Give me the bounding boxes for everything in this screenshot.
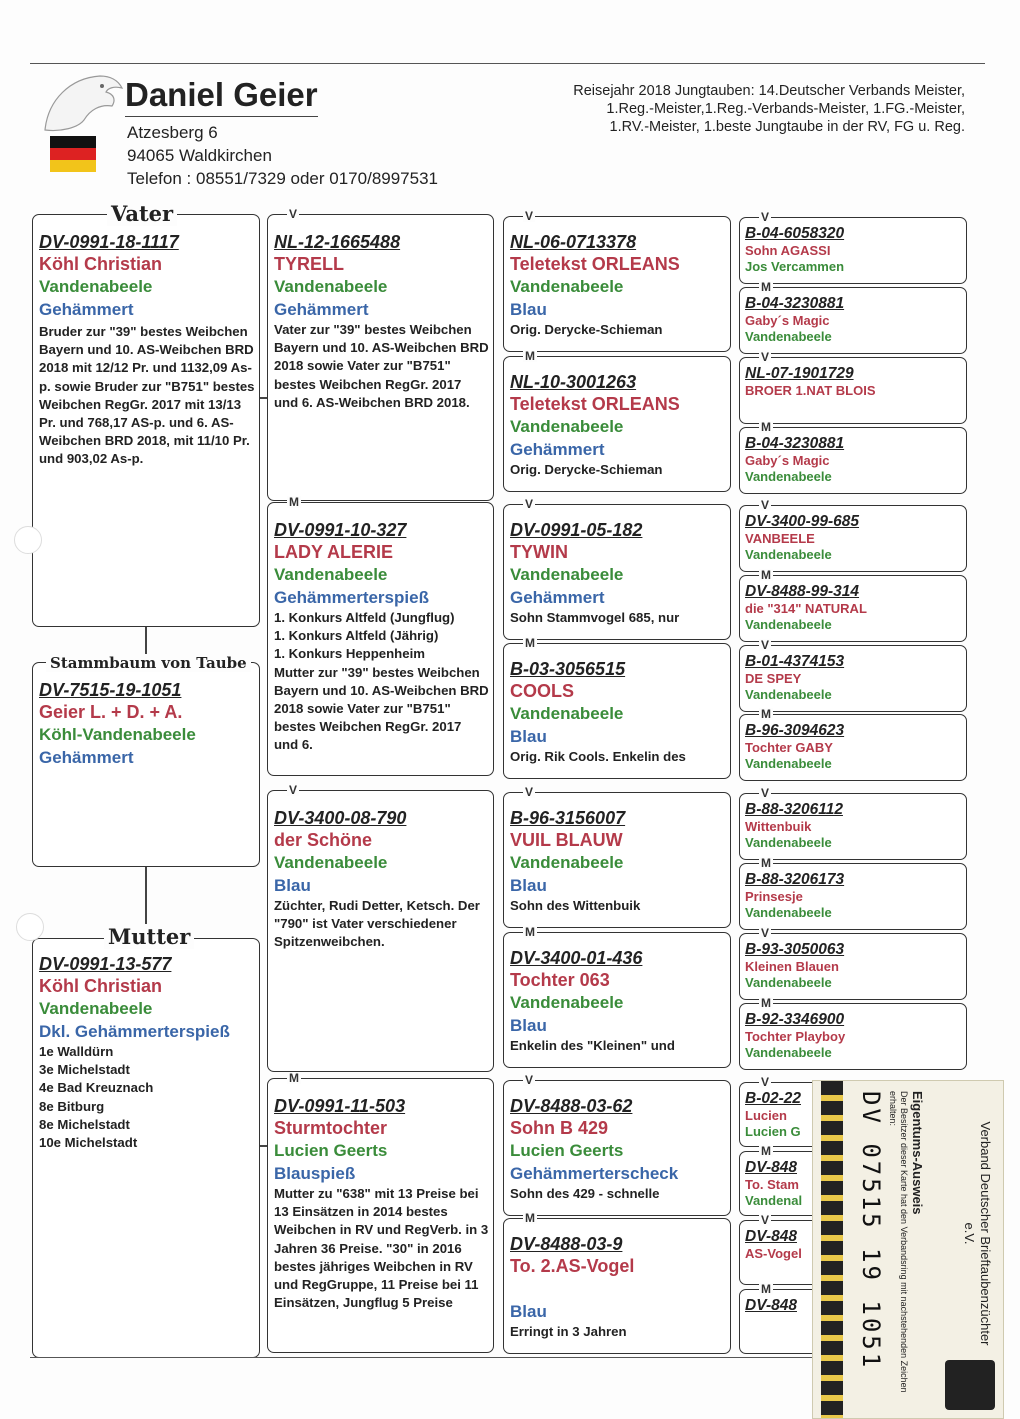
breeder-phone: Telefon : 08551/7329 oder 0170/8997531 xyxy=(127,169,438,188)
sex-marker: M xyxy=(289,1071,299,1085)
gen3-card xyxy=(503,1080,731,1216)
gen2-ring: DV-0991-11-503 xyxy=(274,1096,406,1116)
sex-marker: M xyxy=(761,707,771,721)
gen3-description: Erringt in 3 Jahren xyxy=(510,1324,627,1339)
gen3-description: Sohn des 429 - schnelle xyxy=(510,1186,660,1201)
gen3-description: Enkelin des "Kleinen" und xyxy=(510,1038,675,1053)
gen4-name: Kleinen Blauen xyxy=(745,959,839,974)
gen3-color: Gehämmert xyxy=(510,588,605,607)
punch-hole xyxy=(16,913,44,941)
gen3-color: Blau xyxy=(510,876,547,895)
achievements-text: Reisejahr 2018 Jungtauben: 14.Deutscher Verbands Meister, 1.Reg.-Meister,1.Reg.-Verbands-Meister, 1.FG.-Meister, 1.RV.-Meister, 1.beste Jungtaube in der RV, FG u. Reg. xyxy=(573,83,965,135)
gen3-card xyxy=(503,216,731,352)
gen3-name: Teletekst ORLEANS xyxy=(510,254,680,274)
gen4-name: Prinsesje xyxy=(745,889,803,904)
sex-marker: M xyxy=(525,925,535,939)
gen4-name: die "314" NATURAL xyxy=(745,601,867,616)
gen4-breed: Vandenabeele xyxy=(745,329,832,344)
gen4-card xyxy=(739,287,967,354)
gen3-ring: NL-06-0713378 xyxy=(510,232,637,252)
subject-ring: DV-7515-19-1051 xyxy=(39,680,182,700)
gen3-ring: B-03-3056515 xyxy=(510,659,626,679)
card-stripe xyxy=(821,1081,843,1418)
gen4-card xyxy=(739,714,967,781)
gen4-card xyxy=(739,645,967,712)
gen3-breed: Vandenabeele xyxy=(510,704,624,723)
gen4-name: DE SPEY xyxy=(745,671,802,686)
gen2-card xyxy=(267,502,494,776)
sex-marker: M xyxy=(525,636,535,650)
gen4-name: VANBEELE xyxy=(745,531,815,546)
gen4-card xyxy=(739,575,967,642)
gen3-name: Teletekst ORLEANS xyxy=(510,394,680,414)
gen2-color: Gehämmerterspieß xyxy=(274,588,429,607)
gen4-ring: DV-8488-99-314 xyxy=(745,583,860,600)
gen4-ring: B-04-6058320 xyxy=(745,225,845,242)
gen2-breed: Vandenabeele xyxy=(274,277,388,296)
card-note: Der Besitzer dieser Karte hat den Verbandsring mit nachstehenden Zeichen erhalten: xyxy=(888,1091,909,1393)
sex-marker: V xyxy=(761,350,770,364)
sex-marker: V xyxy=(761,926,770,940)
gen4-name: Sohn AGASSI xyxy=(745,243,831,258)
gen4-ring: DV-3400-99-685 xyxy=(745,513,860,530)
gen4-name: Gaby´s Magic xyxy=(745,453,830,468)
gen4-ring: B-88-3206112 xyxy=(745,801,843,818)
gen4-ring: B-04-3230881 xyxy=(745,435,845,452)
gen2-ring: DV-3400-08-790 xyxy=(274,808,407,828)
subject-name: Geier L. + D. + A. xyxy=(39,702,183,722)
gen2-description: 1. Konkurs Altfeld (Jungflug) 1. Konkurs Altfeld (Jährig) 1. Konkurs Heppenheim Mutter zur "39" bestes Weibchen Bayern und 10. AS-Weibchen BRD 2018 sowie Vater zur "B751" bestes Weibchen RegGr. 2017 und 6. xyxy=(274,610,489,753)
gen3-breed: Vandenabeele xyxy=(510,565,624,584)
gen4-name: Lucien xyxy=(745,1108,787,1123)
gen4-ring: B-04-3230881 xyxy=(745,295,845,312)
gen2-color: Blauspieß xyxy=(274,1164,356,1183)
gen4-breed: Vandenabeele xyxy=(745,617,832,632)
gen3-ring: DV-8488-03-62 xyxy=(510,1096,633,1116)
mutter-label: Mutter xyxy=(104,924,194,949)
gen4-card xyxy=(739,217,967,284)
gen4-name: Gaby´s Magic xyxy=(745,313,830,328)
mutter-result: 1e Walldürn xyxy=(39,1044,114,1059)
mutter-result: 8e Michelstadt xyxy=(39,1116,130,1132)
gen4-breed: Jos Vercammen xyxy=(745,259,845,274)
gen2-breed: Vandenabeele xyxy=(274,565,388,584)
gen2-description: Vater zur "39" bestes Weibchen Bayern und 10. AS-Weibchen BRD 2018 sowie Vater zur "B751" bestes Weibchen RegGr. 2017 und 6. AS-Weibchen BRD 2018. xyxy=(274,322,489,410)
vater-color: Gehämmert xyxy=(39,300,134,319)
german-flag-icon xyxy=(50,136,96,172)
gen2-ring: NL-12-1665488 xyxy=(274,232,401,252)
vater-description: Bruder zur "39" bestes Weibchen Bayern und 10. AS-Weibchen BRD 2018 mit 12/12 Pr. und 1132,09 As-p. sowie Bruder zur "B751" bestes Weibchen RegGr. 2017 mit 13/13 Pr. und 768,17 AS-p. und 6. AS-Weibchen BRD 2018, mit 11/10 Pr. und 903,02 As-p. xyxy=(39,324,255,467)
vater-name: Köhl Christian xyxy=(39,254,163,274)
gen3-description: Orig. Rik Cools. Enkelin des xyxy=(510,749,686,764)
sex-marker: M xyxy=(525,349,535,363)
sex-marker: M xyxy=(761,568,771,582)
sex-marker: M xyxy=(525,1211,535,1225)
gen4-ring: NL-07-1901729 xyxy=(745,365,854,382)
gen2-description: Mutter zu "638" mit 13 Preise bei 13 Einsätzen in 2014 bestes Weibchen in RV und RegVerb. in 3 Jahren 36 Preise. "30" in 2016 bestes jähriges Weibchen in RV und RegGruppe, 11 Preise bei 11 Einsätzen, Jungflug 5 Preise xyxy=(274,1186,489,1311)
gen2-card xyxy=(267,1078,494,1353)
gen4-name: BROER 1.NAT BLOIS xyxy=(745,383,876,398)
sex-marker: M xyxy=(761,1282,771,1296)
gen3-card xyxy=(503,932,731,1068)
mutter-breed: Vandenabeele xyxy=(39,999,153,1018)
gen3-color: Gehämmerterscheck xyxy=(510,1164,679,1183)
card-organization: Verband Deutscher Brieftaubenzüchter e.V. xyxy=(962,1121,993,1346)
gen4-ring: B-93-3050063 xyxy=(745,941,845,958)
gen4-breed: Vandenabeele xyxy=(745,547,832,562)
gen3-name: To. 2.AS-Vogel xyxy=(510,1256,635,1276)
gen4-card xyxy=(739,505,967,572)
gen4-breed: Lucien G xyxy=(745,1124,801,1139)
mutter-result: 3e Michelstadt xyxy=(39,1062,130,1078)
card-title: Eigentums-Ausweis xyxy=(910,1091,925,1215)
gen4-card xyxy=(739,427,967,494)
stammbaum-label: Stammbaum von Taube xyxy=(46,654,251,672)
gen3-card xyxy=(503,1218,731,1354)
subject-color: Gehämmert xyxy=(39,748,134,767)
sex-marker: M xyxy=(289,495,299,509)
sex-marker: V xyxy=(289,783,298,797)
gen4-name: AS-Vogel xyxy=(745,1246,802,1261)
gen4-name: Tochter GABY xyxy=(745,740,833,755)
gen4-name: Wittenbuik xyxy=(745,819,812,834)
gen4-ring: DV-848 xyxy=(745,1228,797,1245)
gen3-ring: DV-3400-01-436 xyxy=(510,948,643,968)
gen3-card xyxy=(503,356,731,492)
sex-marker: M xyxy=(761,1144,771,1158)
gen2-name: TYRELL xyxy=(274,254,344,274)
gen4-breed: Vandenabeele xyxy=(745,687,832,702)
pigeon-logo-icon xyxy=(40,70,125,135)
gen4-ring: B-02-22 xyxy=(745,1090,801,1107)
gen2-name: Sturmtochter xyxy=(274,1118,388,1138)
sex-marker: V xyxy=(761,1213,770,1227)
mutter-result: 4e Bad Kreuznach xyxy=(39,1080,154,1096)
gen3-name: COOLS xyxy=(510,681,575,701)
gen4-breed: Vandenabeele xyxy=(745,756,832,771)
gen2-breed: Lucien Geerts xyxy=(274,1141,388,1160)
subject-card xyxy=(32,662,260,867)
gen4-card xyxy=(739,793,967,860)
vater-breed: Vandenabeele xyxy=(39,277,153,296)
gen3-description: Sohn des Wittenbuik xyxy=(510,898,641,913)
gen3-name: VUIL BLAUW xyxy=(510,830,623,850)
gen4-ring: DV-848 xyxy=(745,1297,797,1314)
sex-marker: V xyxy=(525,209,534,223)
gen3-color: Blau xyxy=(510,300,547,319)
breeder-name: Daniel Geier xyxy=(125,76,318,117)
gen4-ring: B-01-4374153 xyxy=(745,653,845,670)
gen3-breed: Vandenabeele xyxy=(510,853,624,872)
mutter-ring: DV-0991-13-577 xyxy=(39,954,172,974)
mutter-color: Dkl. Gehämmerterspieß xyxy=(39,1022,230,1041)
gen3-color: Blau xyxy=(510,1016,547,1035)
gen4-card xyxy=(739,1003,967,1070)
gen2-card xyxy=(267,790,494,1072)
vater-ring: DV-0991-18-1117 xyxy=(39,232,179,252)
gen3-name: Tochter 063 xyxy=(510,970,610,990)
gen3-breed: Vandenabeele xyxy=(510,277,624,296)
gen4-ring: B-88-3206173 xyxy=(745,871,845,888)
gen4-card xyxy=(739,933,967,1000)
gen2-ring: DV-0991-10-327 xyxy=(274,520,407,540)
gen4-breed: Vandenabeele xyxy=(745,1045,832,1060)
gen3-card xyxy=(503,792,731,928)
gen2-color: Gehämmert xyxy=(274,300,369,319)
gen2-description: Züchter, Rudi Detter, Ketsch. Der "790" ist Vater verschiedener Spitzenweibchen. xyxy=(274,898,480,950)
gen3-ring: B-96-3156007 xyxy=(510,808,626,828)
sex-marker: M xyxy=(761,280,771,294)
gen3-name: TYWIN xyxy=(510,542,568,562)
gen3-breed: Vandenabeele xyxy=(510,993,624,1012)
card-ring-number: DV 07515 19 1051 xyxy=(857,1091,885,1371)
sex-marker: V xyxy=(761,210,770,224)
subject-breed: Köhl-Vandenabeele xyxy=(39,725,196,744)
mutter-card xyxy=(32,938,260,1358)
mutter-result: 8e Bitburg xyxy=(39,1098,105,1114)
gen3-color: Blau xyxy=(510,727,547,746)
gen4-breed: Vandenabeele xyxy=(745,469,832,484)
gen4-card xyxy=(739,863,967,930)
gen3-ring: DV-8488-03-9 xyxy=(510,1234,623,1254)
header-divider xyxy=(30,63,985,64)
gen4-name: To. Stam xyxy=(745,1177,799,1192)
gen4-breed: Vandenabeele xyxy=(745,975,832,990)
vater-label: Vater xyxy=(107,201,177,226)
gen4-ring: B-96-3094623 xyxy=(745,722,845,739)
card-emblem-icon xyxy=(945,1360,995,1410)
punch-hole xyxy=(14,526,42,554)
mutter-result: 10e Michelstadt xyxy=(39,1135,138,1151)
gen3-description: Orig. Derycke-Schieman xyxy=(510,462,663,477)
gen3-breed: Lucien Geerts xyxy=(510,1141,624,1160)
gen2-color: Blau xyxy=(274,876,311,895)
sex-marker: M xyxy=(761,856,771,870)
sex-marker: V xyxy=(761,498,770,512)
gen3-card xyxy=(503,504,731,640)
sex-marker: V xyxy=(761,1075,770,1089)
sex-marker: V xyxy=(525,785,534,799)
sex-marker: V xyxy=(525,1073,534,1087)
sex-marker: V xyxy=(525,497,534,511)
sex-marker: M xyxy=(761,996,771,1010)
gen4-breed: Vandenabeele xyxy=(745,835,832,850)
gen2-breed: Vandenabeele xyxy=(274,853,388,872)
gen3-breed: Vandenabeele xyxy=(510,417,624,436)
gen2-name: der Schöne xyxy=(274,830,373,850)
gen2-card xyxy=(267,214,494,501)
gen4-card xyxy=(739,357,967,424)
sex-marker: M xyxy=(761,420,771,434)
gen4-breed: Vandenabeele xyxy=(745,905,832,920)
gen3-description: Orig. Derycke-Schieman xyxy=(510,322,663,337)
gen3-description: Sohn Stammvogel 685, nur xyxy=(510,610,680,625)
mutter-name: Köhl Christian xyxy=(39,976,163,996)
gen3-card xyxy=(503,643,731,779)
sex-marker: V xyxy=(289,207,298,221)
sex-marker: V xyxy=(761,786,770,800)
gen3-ring: DV-0991-05-182 xyxy=(510,520,643,540)
gen3-color: Blau xyxy=(510,1302,547,1321)
gen4-ring: DV-848 xyxy=(745,1159,797,1176)
gen3-color: Gehämmert xyxy=(510,440,605,459)
ownership-card xyxy=(812,1080,1004,1419)
vater-card xyxy=(32,214,260,627)
breeder-street: Atzesberg 6 xyxy=(127,123,218,142)
gen4-breed: Vandenal xyxy=(745,1193,803,1208)
gen4-name: Tochter Playboy xyxy=(745,1029,846,1044)
gen3-ring: NL-10-3001263 xyxy=(510,372,637,392)
gen3-name: Sohn B 429 xyxy=(510,1118,609,1138)
gen2-name: LADY ALERIE xyxy=(274,542,394,562)
sex-marker: V xyxy=(761,638,770,652)
gen4-ring: B-92-3346900 xyxy=(745,1011,845,1028)
gen3-breed xyxy=(510,1278,726,1300)
breeder-city: 94065 Waldkirchen xyxy=(127,146,272,165)
